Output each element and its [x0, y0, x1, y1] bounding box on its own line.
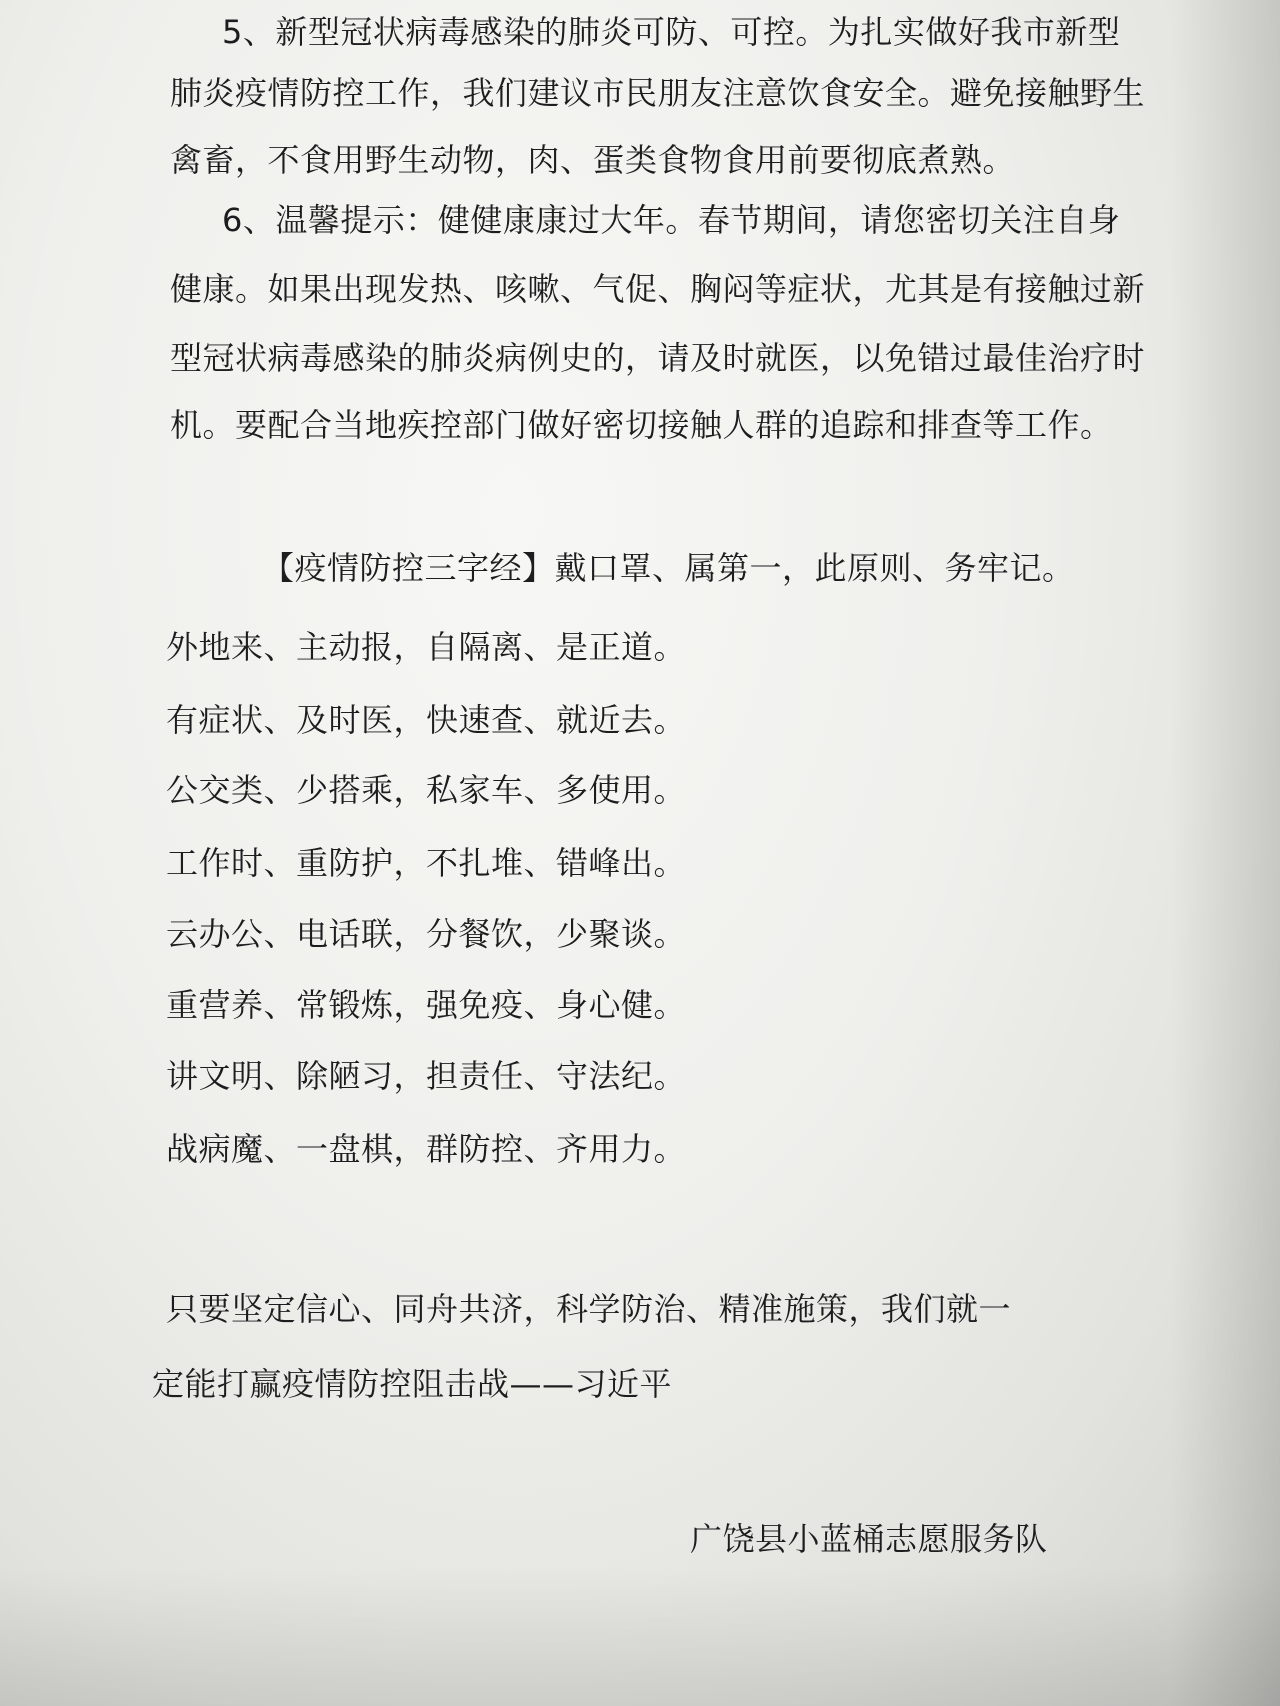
paper-shadow-right	[1170, 0, 1280, 1706]
three-character-line-3: 公交类、少搭乘，私家车、多使用。	[166, 771, 687, 809]
paragraph-6-line-3: 型冠状病毒感染的肺炎病例史的，请及时就医，以免错过最佳治疗时	[170, 339, 1146, 377]
quote-line-1: 只要坚定信心、同舟共济，科学防治、精准施策，我们就一	[166, 1290, 1012, 1328]
three-character-line-8: 战病魔、一盘棋，群防控、齐用力。	[166, 1130, 687, 1168]
three-character-line-7: 讲文明、除陋习，担责任、守法纪。	[166, 1057, 687, 1095]
three-character-line-5: 云办公、电话联，分餐饮，少聚谈。	[166, 915, 687, 953]
paragraph-6-line-4: 机。要配合当地疾控部门做好密切接触人群的追踪和排查等工作。	[170, 406, 1113, 444]
paragraph-5-line-2: 肺炎疫情防控工作，我们建议市民朋友注意饮食安全。避免接触野生	[170, 74, 1146, 112]
paragraph-5-line-3: 禽畜，不食用野生动物，肉、蛋类食物食用前要彻底煮熟。	[170, 141, 1016, 179]
three-character-heading: 【疫情防控三字经】戴口罩、属第一，此原则、务牢记。	[262, 549, 1075, 587]
paragraph-5-line-1: 5、新型冠状病毒感染的肺炎可防、可控。为扎实做好我市新型	[222, 13, 1121, 51]
paper-shadow-bottom	[0, 1566, 1280, 1706]
quote-line-2: 定能打赢疫情防控阻击战——习近平	[152, 1365, 673, 1403]
paragraph-6-line-2: 健康。如果出现发热、咳嗽、气促、胸闷等症状，尤其是有接触过新	[170, 270, 1146, 308]
three-character-line-1: 外地来、主动报，自隔离、是正道。	[166, 628, 687, 666]
three-character-line-6: 重营养、常锻炼，强免疫、身心健。	[166, 986, 687, 1024]
three-character-line-4: 工作时、重防护，不扎堆、错峰出。	[166, 844, 687, 882]
signature: 广饶县小蓝桶志愿服务队	[690, 1520, 1048, 1558]
three-character-line-2: 有症状、及时医，快速查、就近去。	[166, 701, 687, 739]
paragraph-6-line-1: 6、温馨提示：健健康康过大年。春节期间，请您密切关注自身	[222, 201, 1121, 239]
